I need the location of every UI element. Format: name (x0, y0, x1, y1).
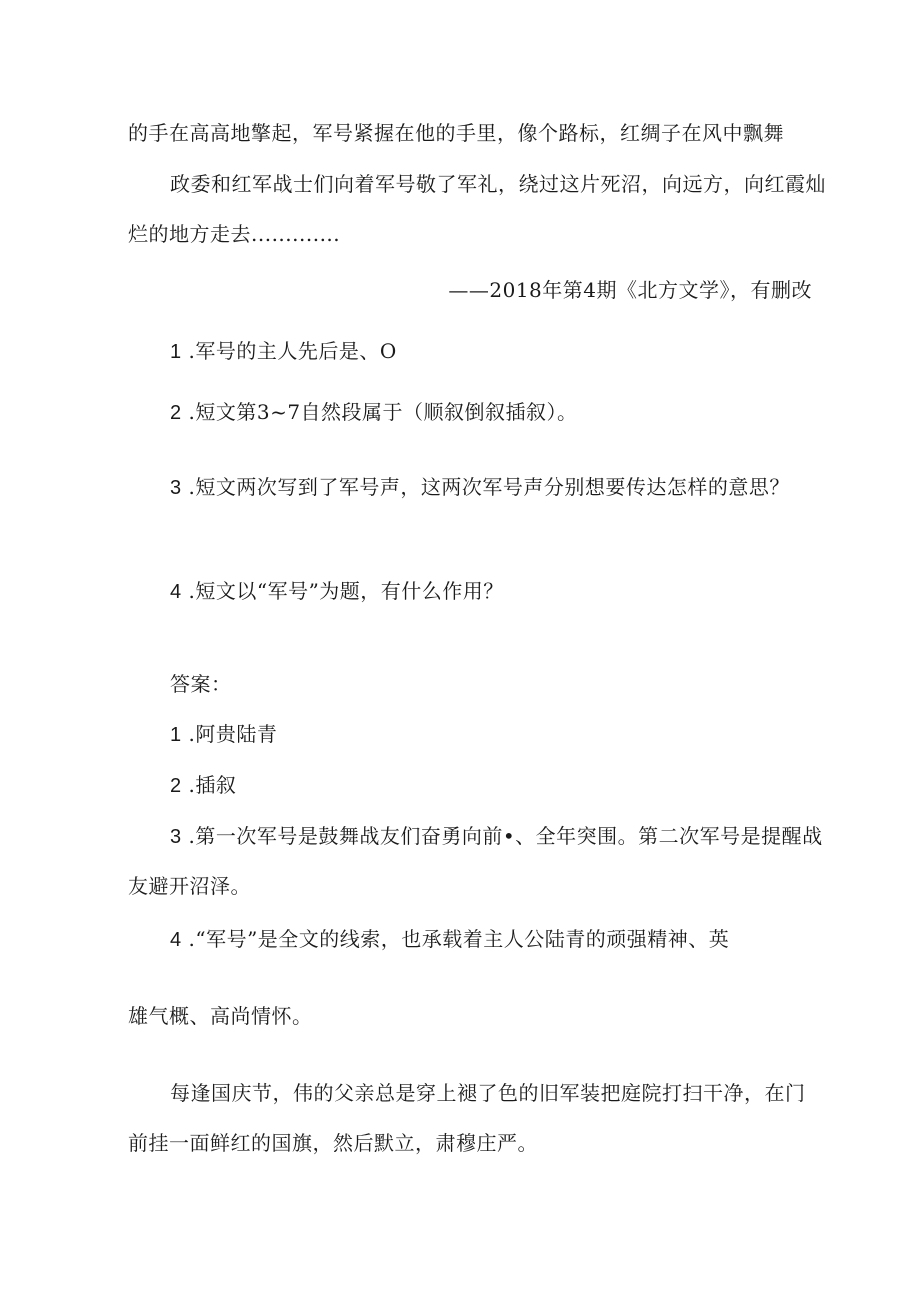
answer-4 (170, 926, 729, 953)
question-number: 3 (170, 477, 182, 499)
question-1 (170, 338, 397, 365)
question-text: .短文以“军号”为题，有什么作用？ (188, 579, 504, 603)
answer-number: 4 (170, 929, 182, 951)
question-3 (170, 474, 790, 501)
next-passage-line-1: 每逢国庆节，伟的父亲总是穿上褪了色的旧军装把庭院打扫干净，在门 (170, 1081, 806, 1105)
next-passage-line-2: 前挂一面鲜红的国旗，然后默立，肃穆庄严。 (128, 1131, 538, 1155)
answer-text: .“军号”是全文的线索，也承载着主人公陆青的顽强精神、英 (188, 927, 730, 951)
answer-number: 3 (170, 826, 182, 848)
answer-text: .阿贵陆青 (188, 722, 278, 746)
answer-1 (170, 721, 277, 748)
question-number: 4 (170, 581, 182, 603)
answer-text: .第一次军号是鼓舞战友们奋勇向前•、全年突围。第二次军号是提醒战 (188, 824, 823, 848)
passage-line-1: 的手在高高地擎起，军号紧握在他的手里，像个路标，红绸子在风中飘舞 (128, 121, 784, 145)
question-number: 2 (170, 402, 182, 424)
question-2 (170, 399, 578, 426)
passage-line-3: 烂的地方走去............. (128, 222, 341, 246)
answer-number: 1 (170, 724, 182, 746)
passage-line-2: 政委和红军战士们向着军号敬了军礼，绕过这片死沼，向远方，向红霞灿 (170, 172, 826, 196)
answer-text: .插叙 (188, 773, 237, 797)
answer-3 (170, 823, 823, 850)
answer-4-continued: 雄气概、高尚情怀。 (128, 1004, 313, 1028)
question-text: .短文两次写到了军号声，这两次军号声分别想要传达怎样的意思？ (188, 475, 790, 499)
source-citation: ——2018年第4期《北方文学》，有删改 (448, 278, 812, 302)
answer-number: 2 (170, 775, 182, 797)
answer-3-continued: 友避开沼泽。 (128, 874, 251, 898)
answers-heading: 答案： (170, 672, 232, 696)
question-4 (170, 578, 504, 605)
answer-2 (170, 772, 236, 799)
question-text: .军号的主人先后是、O (188, 339, 397, 363)
question-number: 1 (170, 341, 182, 363)
question-text: .短文第3~7自然段属于（顺叙倒叙插叙）。 (188, 400, 578, 424)
